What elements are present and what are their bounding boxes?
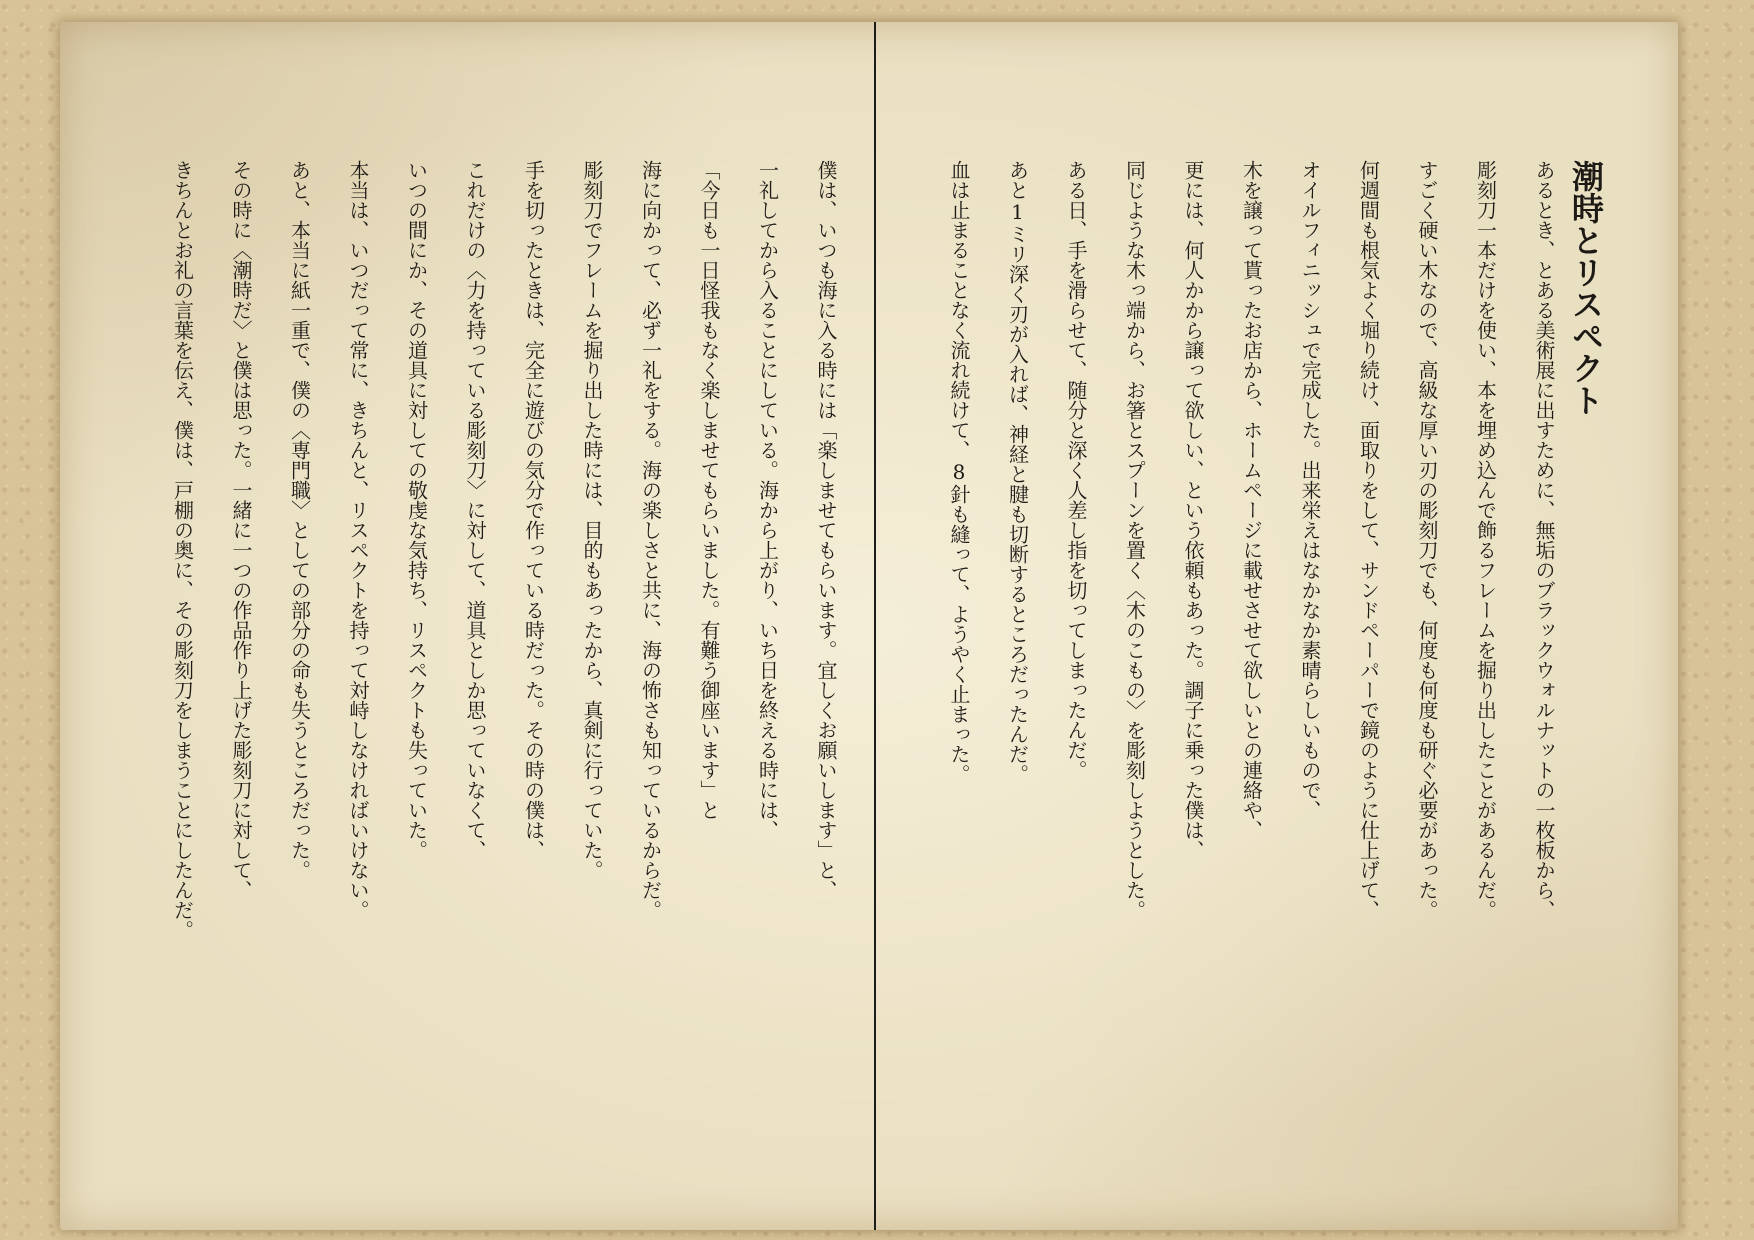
page-title: 潮時とリスペクト [1567,160,1605,416]
right-page-text [947,160,1605,1060]
text-line: 海に向かって、必ず一礼をする。海の楽しさと共に、海の怖さも知っているからだ。 [638,160,663,920]
text-line: いつの間にか、その道具に対しての敬虔な気持ち、リスペクトも失っていた。 [404,160,429,860]
text-line: オイルフィニッシュで完成した。出来栄えはなかなか素晴らしいもので、 [1298,160,1322,820]
text-line: 木を譲って貰ったお店から、ホームページに載せさせて欲しいとの連絡や、 [1239,160,1264,840]
text-line: 一礼してから入ることにしている。海から上がり、いち日を終える時には、 [755,160,780,840]
text-line: 何週間も根気よく堀り続け、面取りをして、サンドペーパーで鏡のように仕上げて、 [1356,160,1381,920]
center-divider [874,22,876,1230]
left-page-text [170,160,838,1060]
text-line: 「今日も一日怪我もなく楽しませてもらいました。有難う御座います」と [697,160,721,820]
text-line: 更には、何人かから譲って欲しい、という依頼もあった。調子に乗った僕は、 [1181,160,1205,860]
text-line: 僕は、いつも海に入る時には「楽しませてもらいます。宜しくお願いします」と、 [814,160,838,900]
text-line: 血は止まることなく流れ続けて、8針も縫って、ようやく止まった。 [947,160,971,784]
text-line: これだけの〈力を持っている彫刻刀〉に対して、道具としか思っていなくて、 [463,160,487,860]
text-line: 同じような木っ端から、お箸とスプーンを置く〈木のこもの〉を彫刻しようとした。 [1122,160,1147,920]
text-line: ある日、手を滑らせて、随分と深く人差し指を切ってしまったんだ。 [1064,160,1088,780]
text-line: 本当は、いつだって常に、きちんと、リスペクトを持って対峙しなければいけない。 [346,160,370,920]
text-line: すごく硬い木なので、高級な厚い刃の彫刻刀でも、何度も何度も研ぐ必要があった。 [1415,160,1439,920]
text-line: きちんとお礼の言葉を伝え、僕は、戸棚の奥に、その彫刻刀をしまうことにしたんだ。 [170,160,195,940]
text-line: その時に〈潮時だ〉と僕は思った。一緒に一つの作品作り上げた彫刻刀に対して、 [229,160,253,900]
text-line: 彫刻刀一本だけを使い、本を埋め込んで飾るフレームを掘り出したことがあるんだ。 [1473,160,1498,920]
text-line: あるとき、とある美術展に出すために、無垢のブラックウォルナットの一枚板から、 [1532,160,1556,920]
text-line: 彫刻刀でフレームを掘り出した時には、目的もあったから、真剣に行っていた。 [580,160,604,880]
text-line: あと1ミリ深く刃が入れば、神経と腱も切断するところだったんだ。 [1005,160,1030,784]
text-line: 手を切ったときは、完全に遊びの気分で作っている時だった。その時の僕は、 [521,160,546,860]
text-line: あと、本当に紙一重で、僕の〈専門職〉としての部分の命も失うところだった。 [287,160,312,880]
